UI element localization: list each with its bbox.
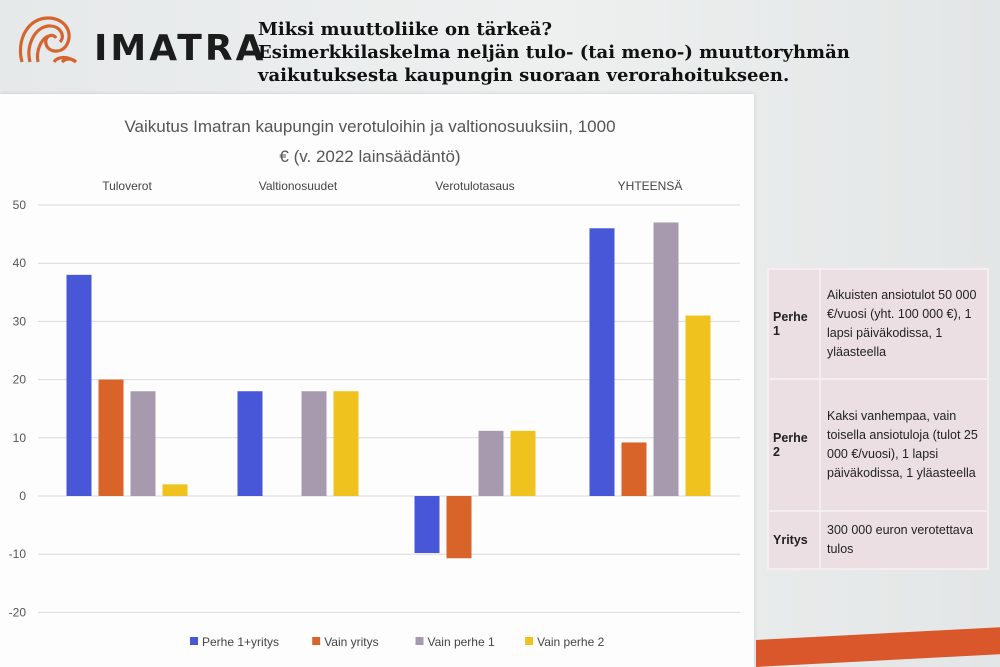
bar — [447, 496, 472, 558]
category-label: YHTEENSÄ — [617, 179, 683, 193]
legend-label: Vain perhe 1 — [427, 635, 495, 649]
headline-line-1: Miksi muuttoliike on tärkeä? — [258, 19, 552, 40]
bar — [511, 431, 536, 496]
bar — [67, 275, 92, 496]
headline-line-2: Esimerkkilaskelma neljän tulo- (tai meno-) muuttoryhmän — [258, 42, 850, 63]
chart-title-line-1: Vaikutus Imatran kaupungin verotuloihin ja valtionosuuksiin, 1000 — [124, 117, 616, 136]
table-row — [768, 269, 988, 379]
chart-title-line-2: € (v. 2022 lainsäädäntö) — [279, 147, 461, 166]
bar — [99, 380, 124, 496]
legend-label: Perhe 1+yritys — [202, 635, 280, 649]
category-label: Valtionosuudet — [258, 179, 338, 193]
legend-swatch — [525, 637, 533, 645]
y-tick-label: -20 — [8, 605, 26, 620]
household-info-table — [767, 268, 989, 570]
bar — [131, 391, 156, 496]
y-tick-label: 20 — [12, 372, 26, 387]
y-tick-label: 40 — [12, 256, 26, 271]
row-label-yritys: Yritys — [768, 511, 820, 569]
row-label-perhe-2: Perhe 2 — [768, 379, 820, 511]
bar — [479, 431, 504, 496]
y-tick-label: 10 — [12, 430, 26, 445]
row-description-perhe-2: Kaksi vanhempaa, vain toisella ansiotuloja (tulot 25 000 €/vuosi), 1 lapsi päiväkodissa, 1 yläasteella — [820, 379, 988, 511]
bar — [302, 391, 327, 496]
row-description-yritys: 300 000 euron verotettava tulos — [820, 511, 988, 569]
y-tick-label: 30 — [12, 314, 26, 329]
bar — [622, 442, 647, 496]
y-tick-label: 0 — [19, 489, 26, 503]
legend-swatch — [416, 637, 424, 645]
bar — [163, 484, 188, 496]
legend-label: Vain perhe 2 — [537, 635, 605, 649]
headline-line-3: vaikutuksesta kaupungin suoraan verorahoitukseen. — [258, 65, 790, 86]
row-description-perhe-1: Aikuisten ansiotulot 50 000 €/vuosi (yht. 100 000 €), 1 lapsi päiväkodissa, 1 yläasteella — [820, 269, 988, 379]
y-tick-label: 50 — [12, 198, 26, 212]
bar — [334, 391, 359, 496]
bar — [686, 316, 711, 496]
category-label: Verotulotasaus — [435, 179, 515, 193]
legend-label: Vain yritys — [324, 635, 379, 649]
table-row — [768, 511, 988, 569]
legend-swatch — [190, 637, 198, 645]
table-row — [768, 379, 988, 511]
bar — [654, 222, 679, 496]
legend-swatch — [312, 637, 320, 645]
y-tick-label: -10 — [8, 547, 26, 562]
bar — [415, 496, 440, 553]
logo-wordmark: IMATRA — [94, 28, 267, 69]
category-label: Tuloverot — [102, 179, 152, 193]
bar — [238, 391, 263, 496]
row-label-perhe-1: Perhe 1 — [768, 269, 820, 379]
bar — [590, 228, 615, 496]
